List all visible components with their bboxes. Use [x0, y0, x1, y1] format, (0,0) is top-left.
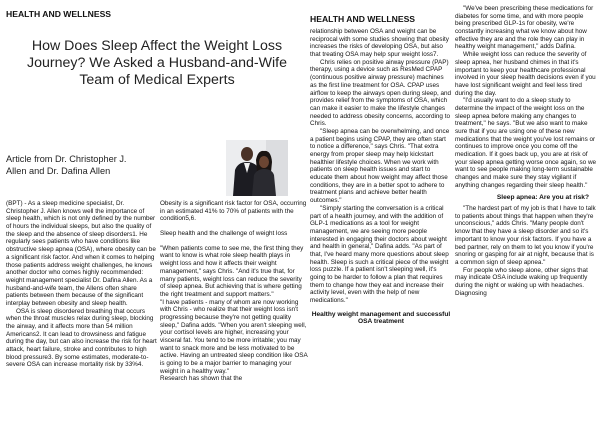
- paragraph: "I'd usually want to do a sleep study to determine the impact of the weight loss on the sleep apnea before making any changes to treatment," he says. "But we also want to make sure that if you are using one of these new medications that the weight you've lost remains or continues to improve once you come off the medication. If it goes back up, you are at risk of your sleep apnea getting worse once again, so we want to see people making long-term sustainable changes and make sure they stay vigilant if anything changes regarding their sleep health.": [455, 97, 597, 189]
- paragraph: While weight loss can reduce the severity of sleep apnea, her husband chimes in that it's important to keep your healthcare professional involved in your sleep health decisions even if you have lost significant weight and feel less tired during the day.: [455, 51, 596, 97]
- paragraph: "When patients come to see me, the first thing they want to know is what role sleep health plays in weight loss and how it affects their weight management," says Chris. "And it's true that, for many patients, weight loss can reduce the severity of sleep apnea. But achieving that is where getting the right treatment and support matters.": [160, 244, 304, 298]
- section-header-right: HEALTH AND WELLNESS: [310, 14, 416, 24]
- left-column-2: [160, 200, 308, 420]
- author-photo: [226, 140, 288, 196]
- paragraph: "Simply starting the conversation is a critical part of a health journey, and with the addition of GLP-1 medications as a tool for weight management, we are seeing more people interested in engaging their doctors about weight and health in general," Dafina adds. "As part of that, I've heard many more questions about sleep health. Sleep is such a critical piece of the weight loss puzzle. If a patient isn't sleeping well, it's going to be harder to follow a plan that requires them to change how they eat and increase their activity level, even with the help of new medications.": [310, 204, 449, 305]
- subheading: Sleep apnea: Are you at risk?: [496, 193, 589, 201]
- paragraph: "We've been prescribing these medications for diabetes for some time, and with more people being prescribed GLP-1s for obesity, we're constantly increasing what we know about how effective they are and the role they can play in healthy weight management," adds Dafina.: [455, 5, 594, 51]
- right-column-2: [455, 5, 597, 420]
- couple-photo-icon: [226, 140, 288, 196]
- paragraph: (BPT) - As a sleep medicine specialist, Dr. Christopher J. Allen knows well the importance of sleep health, which is not only defined by the number of hours the individual sleeps, but also the quality of the sleep and the absence of sleep disorders1. He regularly sees patients who have conditions like obstructive sleep apnea (OSA), where obesity can be a significant risk factor. And when it comes to helping those patients address weight challenges, he knows another doctor who comes highly recommended: weight management specialist Dr. Dafina Allen. As a husband-and-wife team, the Allens often share patients between them because of the significant interplay between obesity and sleep health.: [6, 200, 156, 307]
- paragraph: OSA is sleep disordered breathing that occurs when the throat muscles relax during sleep, blocking the airway, and it affects more than 54 million Americans2. It can lead to drowsiness and fatigue during the day, but can also increase the risk for heart attack, heart failure, stroke and contributes to high blood pressure3. By some estimates, moderate-to-severe OSA can increase mortality risk by 33%4.: [6, 307, 157, 369]
- paragraph: Chris relies on positive airway pressure (PAP) therapy, using a device such as ResMed CPAP (continuous positive airway pressure) machines as the first line treatment for OSA. CPAP uses airflow to keep the airways open during sleep, and provides relief from the symptoms of OSA, which can make it easier to make the lifestyle changes needed to address obesity concerns, according to Chris.: [310, 58, 452, 128]
- left-column-1: [6, 200, 158, 420]
- byline: Article from Dr. Christopher J. Allen and Dr. Dafina Allen: [6, 154, 127, 176]
- paragraph: Obesity is a significant risk factor for OSA, occurring in an estimated 41% to 70% of patients with the condition5,6.: [160, 200, 307, 223]
- paragraph: Sleep health and the challenge of weight loss: [160, 230, 288, 238]
- article-title: How Does Sleep Affect the Weight Loss Journey? We Asked a Husband-and-Wife Team of Medical Experts: [27, 38, 287, 88]
- paragraph: Research has shown that the: [160, 375, 243, 383]
- paragraph: "Sleep apnea can be overwhelming, and once a patient begins using CPAP, they are often start to notice a difference," says Chris. "That extra energy from proper sleep may help kickstart healthier lifestyle choices. When we work with patients on sleep health issues and start to educate them about how weight may affect those conditions, they are in a better spot to adhere to treatment plans and achieve better health outcomes.": [310, 127, 450, 205]
- paragraph: For people who sleep alone, other signs that may indicate OSA include waking up frequently during the night or waking up with headaches. Diagnosing: [455, 266, 588, 297]
- section-header-left: HEALTH AND WELLNESS: [6, 9, 112, 19]
- paragraph: "The hardest part of my job is that I have to talk to patients about things that happen when they're unconscious," adds Chris. "Many people don't know that they have a sleep disorder and so it's important to know your risk factors. If you have a bed partner, rely on them to let you know if you're snoring or gasping for air at night, because that is a common sign of sleep apnea.": [455, 205, 596, 266]
- paragraph: relationship between OSA and weight can be reciprocal with some studies showing that obesity increases the risks of developing OSA, but also that treating OSA may help spur weight loss7.: [310, 28, 449, 59]
- paragraph: "I have patients - many of whom are now working with Chris - who realize that their weight loss isn't progressing because they're not getting quality sleep," Dafina adds. "When you aren't sleeping well, your cortisol levels are higher, increasing your visceral fat. You tend to be more irritable; you may want to snack more and be less motivated to be active. Having an untreated sleep condition like OSA is going to be a major barrier to managing your weight in a healthy way.": [160, 298, 308, 375]
- right-column-1: [310, 28, 452, 420]
- subheading: Healthy weight management and successful OSA treatment: [311, 310, 451, 326]
